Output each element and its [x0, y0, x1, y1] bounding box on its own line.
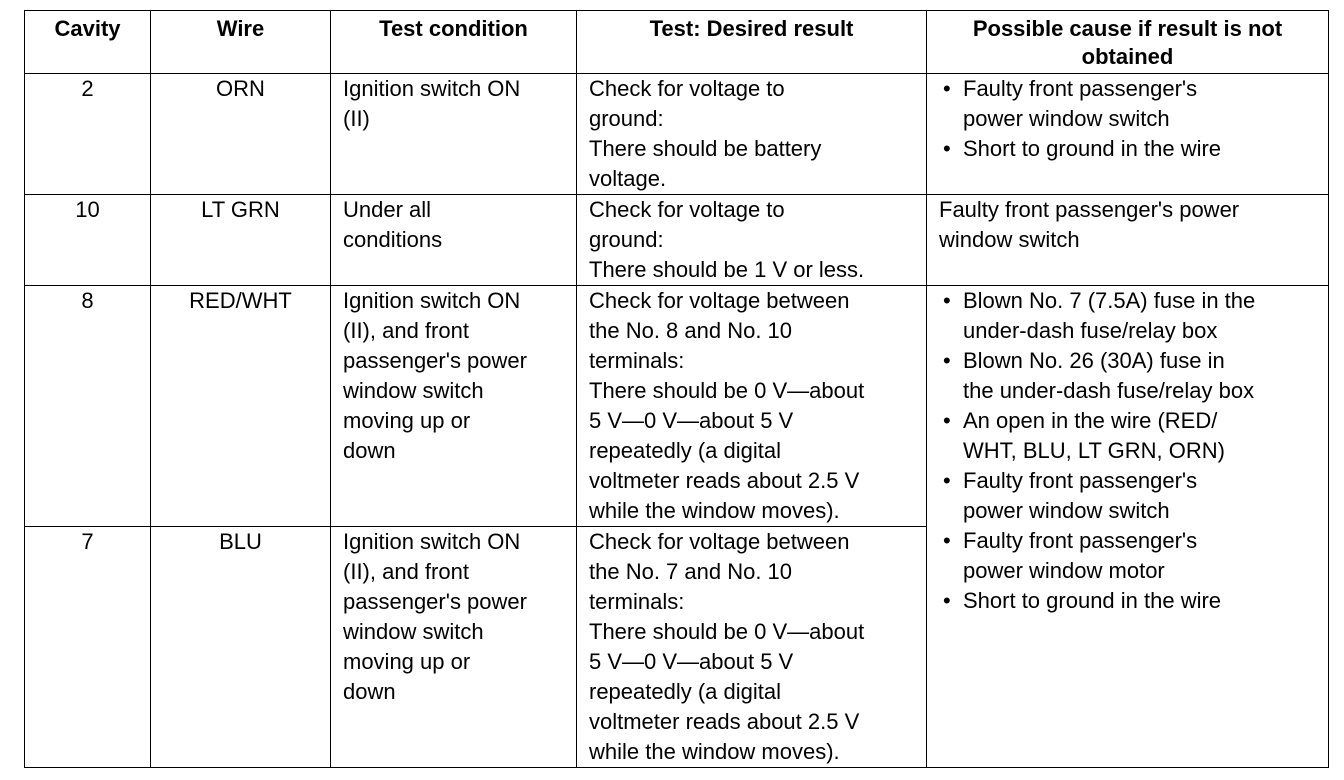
header-test-condition: Test condition [331, 11, 577, 74]
cause-item [939, 526, 1320, 586]
result-line: 5 V—0 V—about 5 V [589, 649, 794, 674]
shared-cause-cell [927, 286, 1329, 768]
condition-line: (II), and front [343, 559, 469, 584]
result-line: ground: [589, 106, 664, 131]
header-possible-cause-line1: Possible cause if result is not [972, 16, 1283, 41]
header-desired-result: Test: Desired result [577, 11, 927, 74]
condition-line: Ignition switch ON [343, 76, 521, 101]
wire-cell: RED/WHT [151, 286, 331, 527]
condition-line: (II), and front [343, 318, 469, 343]
result-line: Check for voltage between [589, 529, 850, 554]
cause-item [939, 586, 1320, 616]
condition-line: (II) [343, 106, 370, 131]
cause-line: the under-dash fuse/relay box [963, 378, 1255, 403]
cause-item [939, 346, 1320, 406]
cause-list [939, 74, 1320, 164]
condition-line: passenger's power [343, 348, 527, 373]
cause-list [939, 286, 1320, 616]
result-line: There should be 0 V—about [589, 378, 865, 403]
result-line: repeatedly (a digital [589, 438, 782, 463]
result-line: the No. 7 and No. 10 [589, 559, 793, 584]
cause-item [939, 134, 1320, 164]
condition-line: down [343, 679, 396, 704]
cause-item [939, 74, 1320, 134]
cavity-cell: 10 [25, 195, 151, 286]
condition-cell [331, 527, 577, 768]
result-cell [577, 286, 927, 527]
header-possible-cause-line2: obtained [1081, 44, 1174, 69]
cavity-cell: 2 [25, 74, 151, 195]
cause-line: • Blown No. 7 (7.5A) fuse in the [963, 288, 1256, 313]
result-line: 5 V—0 V—about 5 V [589, 408, 794, 433]
cavity-cell: 8 [25, 286, 151, 527]
condition-line: down [343, 438, 396, 463]
result-line: Check for voltage to [589, 76, 785, 101]
header-cavity: Cavity [25, 11, 151, 74]
condition-cell [331, 195, 577, 286]
cause-item [939, 406, 1320, 466]
cause-line: • Short to ground in the wire [963, 136, 1222, 161]
condition-line: conditions [343, 227, 443, 252]
result-line: There should be battery [589, 136, 822, 161]
result-line: while the window moves). [589, 739, 840, 764]
condition-line: passenger's power [343, 589, 527, 614]
cause-line: WHT, BLU, LT GRN, ORN) [963, 438, 1225, 463]
condition-line: window switch [343, 378, 484, 403]
cavity-cell: 7 [25, 527, 151, 768]
condition-line: window switch [343, 619, 484, 644]
result-line: terminals: [589, 348, 685, 373]
header-row [25, 11, 1329, 74]
table-row [25, 195, 1329, 286]
condition-line: Ignition switch ON [343, 288, 521, 313]
result-line: the No. 8 and No. 10 [589, 318, 793, 343]
cause-line: power window switch [963, 106, 1170, 131]
wire-cell: LT GRN [151, 195, 331, 286]
result-line: voltmeter reads about 2.5 V [589, 709, 860, 734]
result-line: voltage. [589, 166, 667, 191]
cause-line: • Blown No. 26 (30A) fuse in [963, 348, 1225, 373]
result-cell [577, 527, 927, 768]
cause-cell [927, 74, 1329, 195]
troubleshooting-table [24, 10, 1329, 768]
cause-line: • Faulty front passenger's [963, 528, 1198, 553]
result-line: There should be 0 V—about [589, 619, 865, 644]
condition-line: Under all [343, 197, 432, 222]
result-line: Check for voltage between [589, 288, 850, 313]
result-line: repeatedly (a digital [589, 679, 782, 704]
table-row [25, 286, 1329, 527]
result-line: Check for voltage to [589, 197, 785, 222]
result-cell [577, 195, 927, 286]
cause-line: Faulty front passenger's power [939, 197, 1240, 222]
table-row [25, 74, 1329, 195]
cause-line: • Short to ground in the wire [963, 588, 1222, 613]
header-wire: Wire [151, 11, 331, 74]
cause-line: • An open in the wire (RED/ [963, 408, 1218, 433]
cause-item [939, 466, 1320, 526]
wire-cell: BLU [151, 527, 331, 768]
result-line: There should be 1 V or less. [589, 257, 865, 282]
cause-line: • Faulty front passenger's [963, 468, 1198, 493]
condition-cell [331, 286, 577, 527]
result-line: ground: [589, 227, 664, 252]
cause-line: window switch [939, 227, 1080, 252]
wire-cell: ORN [151, 74, 331, 195]
result-line: voltmeter reads about 2.5 V [589, 468, 860, 493]
cause-line: power window switch [963, 498, 1170, 523]
cause-line: under-dash fuse/relay box [963, 318, 1218, 343]
cause-line: • Faulty front passenger's [963, 76, 1198, 101]
cause-line: power window motor [963, 558, 1165, 583]
condition-line: moving up or [343, 649, 471, 674]
cause-item [939, 286, 1320, 346]
result-line: terminals: [589, 589, 685, 614]
result-line: while the window moves). [589, 498, 840, 523]
result-cell [577, 74, 927, 195]
header-possible-cause [927, 11, 1329, 74]
cause-cell [927, 195, 1329, 286]
condition-line: moving up or [343, 408, 471, 433]
condition-line: Ignition switch ON [343, 529, 521, 554]
condition-cell [331, 74, 577, 195]
